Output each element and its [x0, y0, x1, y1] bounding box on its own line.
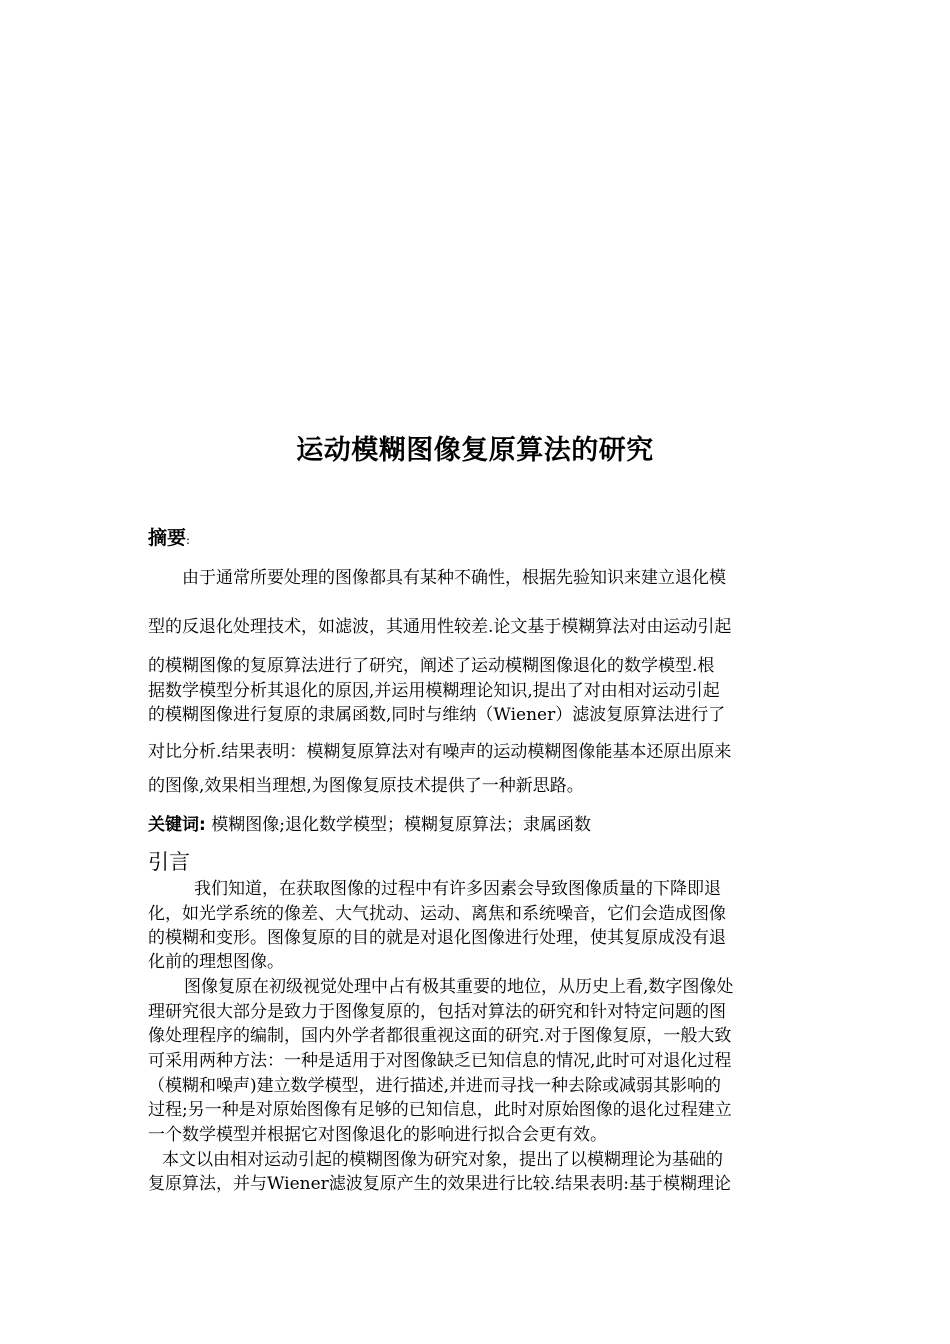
paper-title: 运动模糊图像复原算法的研究	[296, 435, 654, 466]
abstract-line: 型的反退化处理技术，如滤波，其通用性较差.论文基于模糊算法对由运动引起	[148, 617, 732, 637]
intro-line: 可采用两种方法：一种是适用于对图像缺乏已知信息的情况,此时可对退化过程	[148, 1051, 732, 1071]
intro-line: 像处理程序的编制，国内外学者都很重视这面的研究.对于图像复原，一般大致	[148, 1026, 732, 1046]
intro-line: 理研究很大部分是致力于图像复原的，包括对算法的研究和针对特定问题的图	[148, 1002, 726, 1022]
intro-line: （模糊和噪声)建立数学模型，进行描述,并进而寻找一种去除或减弱其影响的	[148, 1076, 722, 1096]
intro-line: 一个数学模型并根据它对图像退化的影响进行拟合会更有效。	[148, 1125, 607, 1145]
abstract-line: 的模糊图像的复原算法进行了研究，阐述了运动模糊图像退化的数学模型.根	[148, 656, 715, 676]
keywords-label: 关键词:	[148, 815, 206, 835]
keywords-text: 模糊图像;退化数学模型；模糊复原算法；隶属函数	[211, 815, 591, 835]
intro-line: 的模糊和变形。图像复原的目的就是对退化图像进行处理，使其复原成没有退	[148, 928, 726, 948]
intro-line: 过程;另一种是对原始图像有足够的已知信息，此时对原始图像的退化过程建立	[148, 1100, 732, 1120]
abstract-line: 对比分析.结果表明：模糊复原算法对有噪声的运动模糊图像能基本还原出原来	[148, 742, 732, 762]
intro-line: 化前的理想图像。	[148, 952, 284, 972]
abstract-line: 由于通常所要处理的图像都具有某种不确性，根据先验知识来建立退化模	[182, 568, 726, 588]
abstract-label	[148, 523, 190, 550]
abstract-label-colon: :	[186, 533, 191, 547]
abstract-line: 据数学模型分析其退化的原因,并运用模糊理论知识,提出了对由相对运动引起	[148, 681, 720, 701]
keywords	[148, 810, 591, 835]
abstract-line: 的模糊图像进行复原的隶属函数,同时与维纳（Wiener）滤波复原算法进行了	[148, 705, 726, 725]
intro-line: 本文以由相对运动引起的模糊图像为研究对象，提出了以模糊理论为基础的	[162, 1150, 723, 1170]
intro-line: 图像复原在初级视觉处理中占有极其重要的地位，从历史上看,数字图像处	[184, 977, 734, 997]
intro-line: 复原算法，并与Wiener滤波复原产生的效果进行比较.结果表明:基于模糊理论	[148, 1174, 731, 1194]
abstract-line: 的图像,效果相当理想,为图像复原技术提供了一种新思路。	[148, 776, 584, 796]
intro-line: 化，如光学系统的像差、大气扰动、运动、离焦和系统噪音，它们会造成图像	[148, 904, 726, 924]
abstract-label-text: 摘要	[148, 527, 187, 549]
section-heading: 引言	[148, 850, 190, 874]
intro-line: 我们知道，在获取图像的过程中有许多因素会导致图像质量的下降即退	[194, 879, 721, 899]
